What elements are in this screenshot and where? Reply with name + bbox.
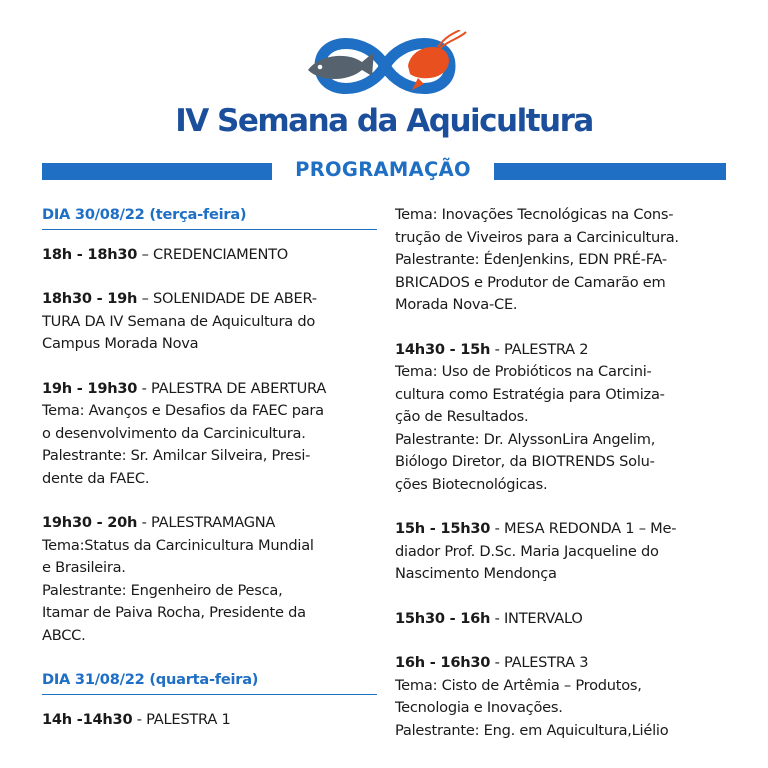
item-line: Tecnologia e Inovações. (395, 699, 563, 716)
item-line: Palestrante: Dr. AlyssonLira Angelim, (395, 430, 656, 448)
item-line: e Brasileira. (42, 559, 126, 576)
item-line: TURA DA IV Semana de Aquicultura do (42, 312, 316, 330)
item-line: diador Prof. D.Sc. Maria Jacqueline do (395, 542, 659, 560)
item-line: BRICADOS e Produtor de Camarão em (395, 273, 666, 291)
item-line: o desenvolvimento da Carcinicultura. (42, 424, 306, 442)
section-title: PROGRAMAÇÃO (295, 158, 471, 181)
item-time: 16h - 16h30 (395, 654, 491, 671)
item-line: Tema: Avanços e Desafios da FAEC para (42, 402, 324, 419)
item-time: 14h30 - 15h (395, 340, 491, 358)
item-title: - PALESTRA 3 (490, 654, 589, 671)
schedule-item (42, 709, 377, 732)
schedule-item (395, 652, 735, 742)
item-title: - PALESTRA DE ABERTURA (137, 379, 327, 397)
item-line: Tema: Cisto de Artêmia – Produtos, (395, 676, 642, 694)
schedule-right-column (395, 204, 735, 764)
item-line: cultura como Estratégia para Otimiza- (395, 385, 665, 403)
schedule-item (42, 244, 377, 267)
item-line: Palestrante: Engenheiro de Pesca, (42, 581, 283, 599)
item-title: – CREDENCIAMENTO (137, 245, 289, 263)
item-line: Morada Nova-CE. (395, 296, 518, 313)
item-line: Campus Morada Nova (42, 335, 199, 352)
item-time: 18h30 - 19h (42, 290, 138, 307)
item-time: 15h - 15h30 (395, 520, 491, 537)
item-line: trução de Viveiros para a Carcinicultura. (395, 228, 679, 246)
fish-shrimp-logo-icon (300, 30, 470, 102)
item-line: Palestrante: Eng. em Aquicultura,Liélio (395, 721, 669, 739)
item-title: - INTERVALO (490, 609, 583, 627)
schedule-left-column (42, 204, 377, 753)
schedule-item (395, 339, 735, 497)
schedule-item (395, 608, 735, 631)
page-title: IV Semana da Aquicultura (175, 103, 593, 139)
item-line: ção de Resultados. (395, 408, 529, 425)
item-title: - PALESTRAMAGNA (137, 514, 276, 531)
item-line: Tema: Uso de Probióticos na Carcini- (395, 363, 652, 380)
header-band-right (494, 163, 726, 180)
header-band-left (42, 163, 272, 180)
item-line: Itamar de Paiva Rocha, Presidente da (42, 604, 306, 621)
item-line: dente da FAEC. (42, 469, 150, 487)
item-line: Nascimento Mendonça (395, 565, 557, 582)
item-line: ções Biotecnológicas. (395, 475, 548, 493)
day-heading: DIA 31/08/22 (quarta-feira) (42, 669, 377, 695)
item-time: 19h - 19h30 (42, 379, 138, 397)
item-time: 19h30 - 20h (42, 514, 138, 531)
item-line: Biólogo Diretor, da BIOTRENDS Solu- (395, 453, 655, 470)
schedule-item (42, 288, 377, 356)
item-title: - PALESTRA 2 (490, 340, 589, 358)
day-heading: DIA 30/08/22 (terça-feira) (42, 204, 377, 230)
schedule-item (395, 518, 735, 586)
item-time: 15h30 - 16h (395, 609, 491, 627)
schedule-item (42, 512, 377, 647)
item-time: 18h - 18h30 (42, 245, 138, 263)
item-time: 14h -14h30 (42, 710, 133, 728)
item-line: Palestrante: Sr. Amilcar Silveira, Presi- (42, 447, 311, 464)
item-title: – SOLENIDADE DE ABER- (137, 290, 317, 307)
schedule-item (42, 378, 377, 491)
item-line: Tema:Status da Carcinicultura Mundial (42, 536, 314, 554)
item-title: - PALESTRA 1 (132, 710, 231, 728)
item-line: Palestrante: ÉdenJenkins, EDN PRÉ-FA- (395, 251, 667, 268)
item-title: - MESA REDONDA 1 – Me- (490, 520, 677, 537)
schedule-item-continued (395, 204, 735, 317)
item-line: ABCC. (42, 626, 86, 644)
item-line: Tema: Inovações Tecnológicas na Cons- (395, 206, 674, 223)
